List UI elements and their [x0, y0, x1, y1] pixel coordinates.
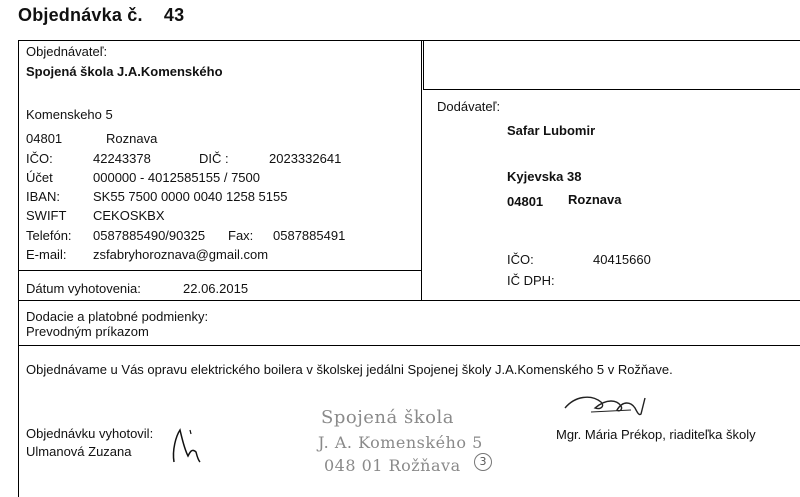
orderer-ico-label: IČO:	[26, 151, 53, 166]
order-number: 43	[163, 5, 185, 25]
orderer-dic-label: DIČ :	[199, 151, 229, 166]
orderer-swift: CEKOSKBX	[93, 208, 165, 223]
supplier-city: Roznava	[568, 192, 622, 207]
stamp-line3: 048 01 Rožňava	[324, 456, 461, 475]
orderer-email-label: E-mail:	[26, 247, 67, 262]
supplier-top-border	[423, 89, 800, 90]
stamp-number-mark: 3	[474, 453, 492, 471]
terms-bottom-border	[18, 345, 800, 346]
prepared-name: Ulmanová Zuzana	[26, 444, 132, 459]
prepared-label: Objednávku vyhotovil:	[26, 426, 154, 441]
orderer-account-label: Účet	[26, 170, 53, 185]
orderer-fax-label: Fax:	[228, 228, 254, 243]
signatory-name: Mgr. Mária Prékop, riaditeľka školy	[556, 427, 756, 442]
column-divider-right	[423, 40, 424, 90]
orderer-zip: 04801	[26, 131, 63, 146]
orderer-iban-label: IBAN:	[26, 189, 60, 204]
supplier-icdph-label: IČ DPH:	[507, 273, 555, 288]
date-label: Dátum vyhotovenia:	[26, 281, 141, 296]
orderer-ico: 42243378	[93, 151, 151, 166]
supplier-label: Dodávateľ:	[437, 99, 501, 114]
orderer-email: zsfabryhoroznava@gmail.com	[93, 247, 269, 262]
date-top-border	[18, 270, 422, 271]
orderer-fax: 0587885491	[273, 228, 346, 243]
orderer-phone-label: Telefón:	[26, 228, 72, 243]
frame-top-border	[18, 40, 800, 41]
orderer-dic: 2023332641	[269, 151, 342, 166]
supplier-ico: 40415660	[593, 252, 651, 267]
stamp-line1: Spojená škola	[321, 407, 454, 428]
order-title	[18, 5, 184, 26]
supplier-zip: 04801	[507, 194, 544, 209]
supplier-ico-label: IČO:	[507, 252, 534, 267]
orderer-account: 000000 - 4012585155 / 7500	[93, 170, 260, 185]
orderer-iban: SK55 7500 0000 0040 1258 5155	[93, 189, 288, 204]
order-text: Objednávame u Vás opravu elektrického boilera v školskej jedálni Spojenej školy J.A.Komenského 5 v Rožňave.	[26, 362, 673, 377]
terms-value: Prevodným príkazom	[26, 324, 149, 339]
frame-left-border	[18, 40, 19, 497]
date-value: 22.06.2015	[183, 281, 249, 296]
parties-bottom-border	[18, 300, 800, 301]
orderer-label: Objednávateľ:	[26, 44, 108, 59]
preparer-signature	[166, 422, 206, 466]
orderer-swift-label: SWIFT	[26, 208, 67, 223]
orderer-city: Roznava	[106, 131, 158, 146]
supplier-street: Kyjevska 38	[507, 169, 582, 184]
orderer-name: Spojená škola J.A.Komenského	[26, 64, 223, 79]
orderer-phone: 0587885490/90325	[93, 228, 206, 243]
terms-label: Dodacie a platobné podmienky:	[26, 309, 209, 324]
order-title-label: Objednávka č.	[18, 5, 143, 25]
orderer-street: Komenskeho 5	[26, 107, 113, 122]
column-divider-left	[421, 40, 422, 300]
stamp-line2: J. A. Komenského 5	[318, 433, 483, 452]
supplier-name: Safar Lubomir	[507, 123, 596, 138]
director-signature	[561, 388, 651, 420]
